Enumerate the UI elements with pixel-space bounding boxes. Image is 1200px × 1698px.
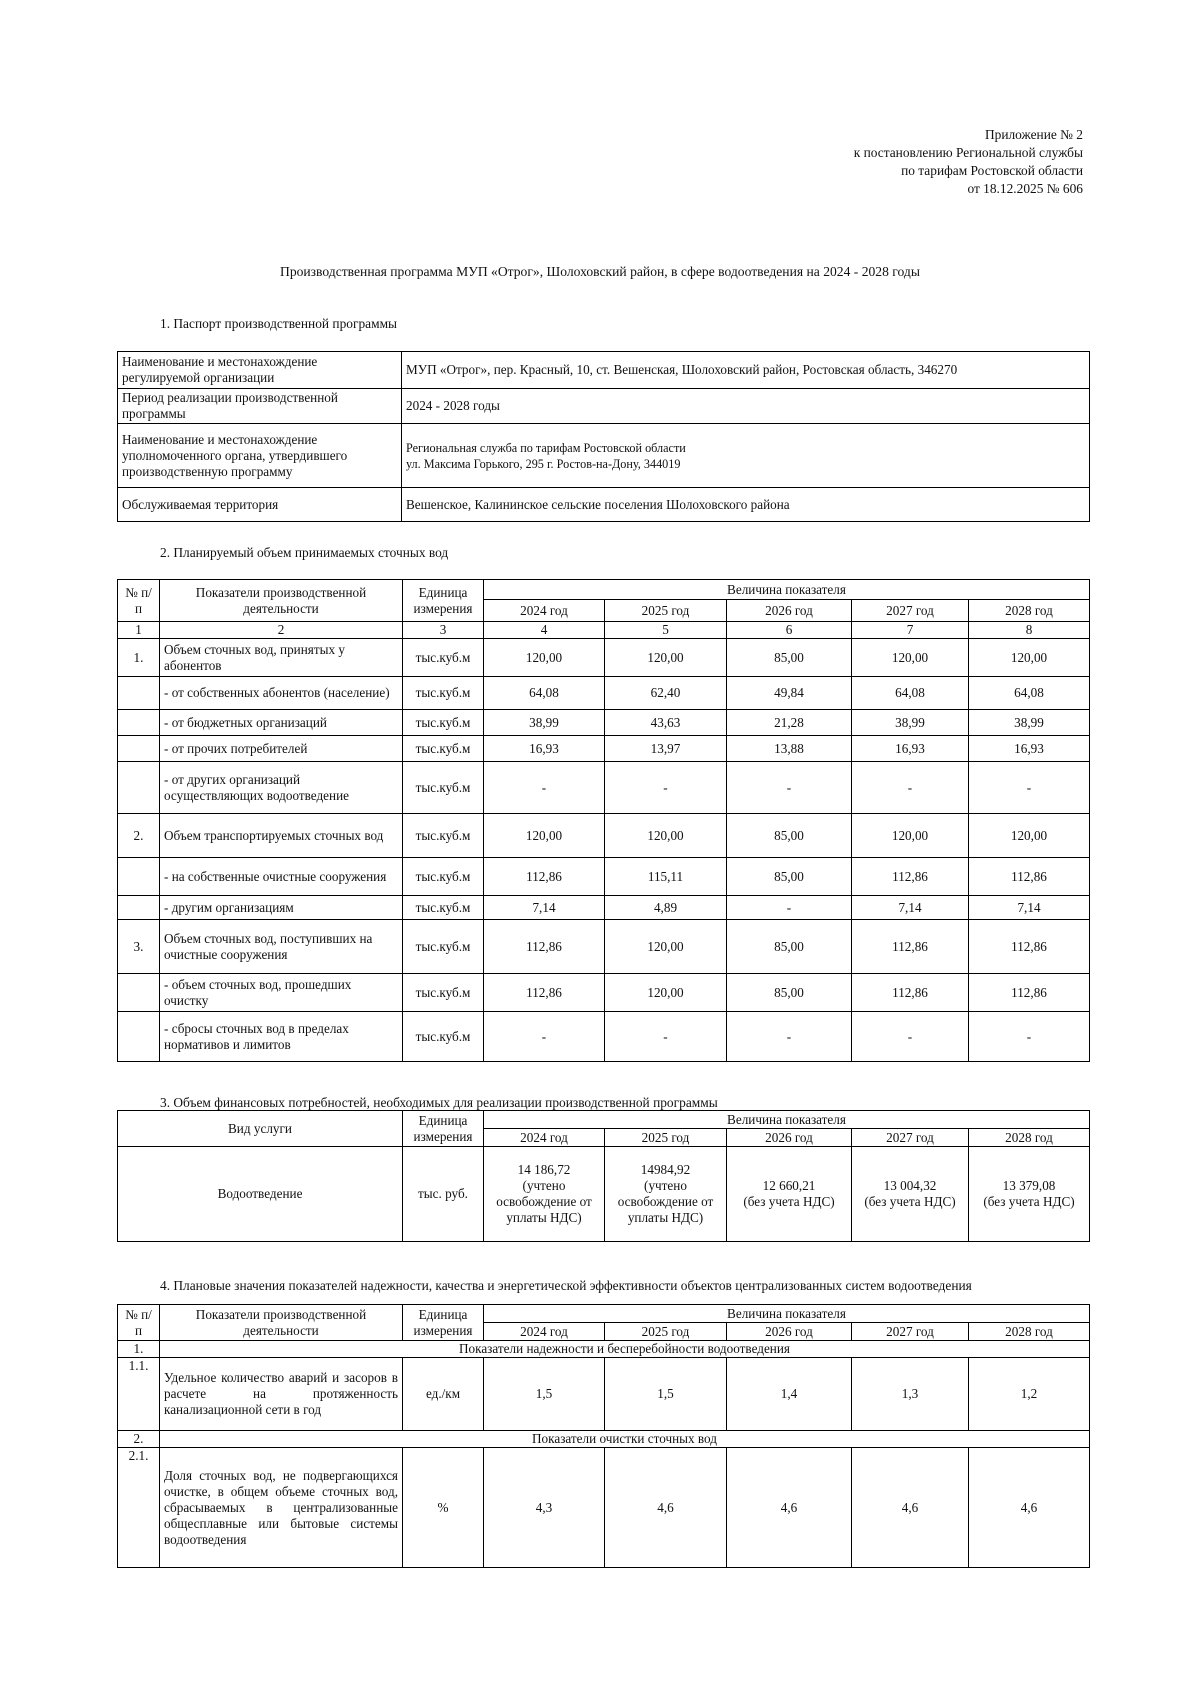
section4-heading: 4. Плановые значения показателей надежности, качества и энергетической эффективности объектов централизованных систем водоотведения bbox=[160, 1278, 972, 1293]
passport-value-line: Региональная служба по тарифам Ростовской области bbox=[406, 440, 686, 455]
header-year: 2024 год bbox=[484, 1323, 605, 1341]
row-value: 49,84 bbox=[727, 677, 852, 710]
row-value: 120,00 bbox=[969, 814, 1090, 858]
passport-value: 2024 - 2028 годы bbox=[402, 389, 1090, 424]
row-num: 1.1. bbox=[118, 1358, 160, 1431]
financial-value bbox=[484, 1147, 605, 1242]
row-value: 1,2 bbox=[969, 1358, 1090, 1431]
row-value: - bbox=[727, 1012, 852, 1062]
financial-amount: 13 379,08 bbox=[1002, 1178, 1056, 1193]
financial-value bbox=[852, 1147, 969, 1242]
row-indicator: Объем сточных вод, принятых у абонентов bbox=[160, 639, 403, 677]
row-num bbox=[118, 736, 160, 762]
appendix-line-1: Приложение № 2 bbox=[984, 127, 1083, 142]
row-unit: тыс.куб.м bbox=[403, 814, 484, 858]
row-unit: тыс.куб.м bbox=[403, 762, 484, 814]
row-value: - bbox=[969, 1012, 1090, 1062]
row-value: 64,08 bbox=[969, 677, 1090, 710]
row-value: 120,00 bbox=[852, 639, 969, 677]
row-value: 112,86 bbox=[484, 858, 605, 896]
table-row bbox=[118, 1012, 1090, 1062]
header-year: 2026 год bbox=[727, 1323, 852, 1341]
row-value: 4,6 bbox=[852, 1448, 969, 1568]
section2-heading: 2. Планируемый объем принимаемых сточных вод bbox=[160, 545, 449, 560]
header-num: № п/п bbox=[118, 580, 160, 622]
wastewater-volume-table bbox=[117, 579, 1090, 1062]
row-value: 16,93 bbox=[969, 736, 1090, 762]
row-value: 115,11 bbox=[605, 858, 727, 896]
column-number: 1 bbox=[118, 622, 160, 639]
appendix-line-4: от 18.12.2025 № 606 bbox=[967, 181, 1083, 196]
row-value: 85,00 bbox=[727, 814, 852, 858]
financial-note: (без учета НДС) bbox=[983, 1194, 1075, 1209]
row-value: 120,00 bbox=[484, 639, 605, 677]
column-number: 8 bbox=[969, 622, 1090, 639]
passport-row bbox=[118, 352, 1090, 389]
row-value: 4,6 bbox=[727, 1448, 852, 1568]
row-value: 64,08 bbox=[484, 677, 605, 710]
table-row bbox=[118, 1448, 1090, 1568]
header-year: 2025 год bbox=[605, 1323, 727, 1341]
passport-value: МУП «Отрог», пер. Красный, 10, ст. Вешенская, Шолоховский район, Ростовская область, 346270 bbox=[402, 352, 1090, 389]
row-num: 2.1. bbox=[118, 1448, 160, 1568]
row-unit: тыс.куб.м bbox=[403, 920, 484, 974]
financial-note: (без учета НДС) bbox=[864, 1194, 956, 1209]
row-value: 120,00 bbox=[969, 639, 1090, 677]
passport-label: Наименование и местонахождение уполномоченного органа, утвердившего производственную программу bbox=[118, 424, 402, 488]
passport-value: Вешенское, Калининское сельские поселения Шолоховского района bbox=[402, 488, 1090, 522]
row-num bbox=[118, 974, 160, 1012]
row-value: 7,14 bbox=[969, 896, 1090, 920]
row-unit: тыс.куб.м bbox=[403, 858, 484, 896]
header-year: 2027 год bbox=[852, 1129, 969, 1147]
passport-value-line: ул. Максима Горького, 295 г. Ростов-на-Дону, 344019 bbox=[406, 456, 681, 471]
row-value: - bbox=[727, 896, 852, 920]
passport-label: Период реализации производственной программы bbox=[118, 389, 402, 424]
row-unit: тыс.куб.м bbox=[403, 974, 484, 1012]
financial-note: (учтено bbox=[644, 1178, 687, 1193]
row-value: 1,3 bbox=[852, 1358, 969, 1431]
appendix-line-3: по тарифам Ростовской области bbox=[901, 163, 1083, 178]
header-num: № п/п bbox=[118, 1305, 160, 1341]
row-indicator: - от собственных абонентов (население) bbox=[160, 677, 403, 710]
table-header-row bbox=[118, 1305, 1090, 1323]
table-header-row bbox=[118, 580, 1090, 600]
row-indicator: - от бюджетных организаций bbox=[160, 710, 403, 736]
financial-note: уплаты НДС) bbox=[506, 1210, 582, 1225]
group-title: Показатели очистки сточных вод bbox=[160, 1431, 1090, 1448]
row-indicator: - другим организациям bbox=[160, 896, 403, 920]
financial-amount: 14984,92 bbox=[640, 1162, 691, 1177]
row-value: 120,00 bbox=[852, 814, 969, 858]
row-value: 7,14 bbox=[484, 896, 605, 920]
row-value: 112,86 bbox=[969, 920, 1090, 974]
row-value: 85,00 bbox=[727, 858, 852, 896]
header-unit: Единица измерения bbox=[403, 580, 484, 622]
row-num bbox=[118, 762, 160, 814]
appendix-block bbox=[854, 126, 1083, 198]
row-indicator: Объем сточных вод, поступивших на очистные сооружения bbox=[160, 920, 403, 974]
passport-table bbox=[117, 351, 1090, 522]
row-value: 120,00 bbox=[605, 639, 727, 677]
financial-value bbox=[727, 1147, 852, 1242]
header-year: 2025 год bbox=[605, 1129, 727, 1147]
row-indicator: - на собственные очистные сооружения bbox=[160, 858, 403, 896]
financial-note: освобождение от bbox=[617, 1194, 714, 1209]
row-value: 4,6 bbox=[605, 1448, 727, 1568]
row-value: 112,86 bbox=[852, 974, 969, 1012]
wastewater-volume-body bbox=[118, 639, 1090, 1062]
group-num: 2. bbox=[118, 1431, 160, 1448]
group-num: 1. bbox=[118, 1341, 160, 1358]
passport-row bbox=[118, 424, 1090, 488]
table-row bbox=[118, 710, 1090, 736]
row-value: - bbox=[727, 762, 852, 814]
financial-amount: 14 186,72 bbox=[517, 1162, 571, 1177]
header-year: 2024 год bbox=[484, 600, 605, 622]
financial-note: уплаты НДС) bbox=[627, 1210, 704, 1225]
row-value: 16,93 bbox=[852, 736, 969, 762]
table-row bbox=[118, 1147, 1090, 1242]
header-indicator: Показатели производственной деятельности bbox=[160, 1305, 403, 1341]
service-name: Водоотведение bbox=[118, 1147, 403, 1242]
header-year: 2028 год bbox=[969, 600, 1090, 622]
row-num: 1. bbox=[118, 639, 160, 677]
row-value: 38,99 bbox=[969, 710, 1090, 736]
row-unit: % bbox=[403, 1448, 484, 1568]
column-number: 4 bbox=[484, 622, 605, 639]
row-value: 7,14 bbox=[852, 896, 969, 920]
row-value: 38,99 bbox=[852, 710, 969, 736]
row-value: 4,6 bbox=[969, 1448, 1090, 1568]
row-value: 4,3 bbox=[484, 1448, 605, 1568]
row-value: - bbox=[605, 1012, 727, 1062]
section3-heading: 3. Объем финансовых потребностей, необходимых для реализации производственной программы bbox=[160, 1095, 718, 1110]
row-value: 120,00 bbox=[605, 974, 727, 1012]
table-row bbox=[118, 1358, 1090, 1431]
column-number: 5 bbox=[605, 622, 727, 639]
row-unit: тыс.куб.м bbox=[403, 896, 484, 920]
row-value: 112,86 bbox=[969, 858, 1090, 896]
row-unit: тыс.куб.м bbox=[403, 736, 484, 762]
table-row bbox=[118, 762, 1090, 814]
row-indicator: Объем транспортируемых сточных вод bbox=[160, 814, 403, 858]
row-value: 43,63 bbox=[605, 710, 727, 736]
row-value: 64,08 bbox=[852, 677, 969, 710]
header-year: 2026 год bbox=[727, 1129, 852, 1147]
reliability-indicators-table bbox=[117, 1304, 1090, 1568]
row-value: - bbox=[969, 762, 1090, 814]
header-year: 2027 год bbox=[852, 1323, 969, 1341]
header-year: 2026 год bbox=[727, 600, 852, 622]
header-year: 2028 год bbox=[969, 1129, 1090, 1147]
header-year: 2025 год bbox=[605, 600, 727, 622]
header-service: Вид услуги bbox=[118, 1111, 403, 1147]
row-indicator: - от других организаций осуществляющих водоотведение bbox=[160, 762, 403, 814]
table-row bbox=[118, 736, 1090, 762]
column-number: 7 bbox=[852, 622, 969, 639]
table-header-row bbox=[118, 1111, 1090, 1129]
header-year: 2028 год bbox=[969, 1323, 1090, 1341]
row-unit: тыс.куб.м bbox=[403, 677, 484, 710]
financial-value bbox=[969, 1147, 1090, 1242]
row-value: 1,5 bbox=[605, 1358, 727, 1431]
row-value: 85,00 bbox=[727, 974, 852, 1012]
row-value: 38,99 bbox=[484, 710, 605, 736]
row-indicator: - сбросы сточных вод в пределах нормативов и лимитов bbox=[160, 1012, 403, 1062]
row-value: 120,00 bbox=[605, 920, 727, 974]
header-unit: Единица измерения bbox=[403, 1111, 484, 1147]
group-row bbox=[118, 1341, 1090, 1358]
header-unit: Единица измерения bbox=[403, 1305, 484, 1341]
row-value: - bbox=[484, 1012, 605, 1062]
table-row bbox=[118, 896, 1090, 920]
row-num: 3. bbox=[118, 920, 160, 974]
column-number-row bbox=[118, 622, 1090, 639]
row-value: 85,00 bbox=[727, 639, 852, 677]
header-year: 2027 год bbox=[852, 600, 969, 622]
header-indicator: Показатели производственной деятельности bbox=[160, 580, 403, 622]
row-value: 85,00 bbox=[727, 920, 852, 974]
table-row bbox=[118, 677, 1090, 710]
financial-note: (учтено bbox=[522, 1178, 566, 1193]
financial-value bbox=[605, 1147, 727, 1242]
passport-row bbox=[118, 389, 1090, 424]
row-num bbox=[118, 710, 160, 736]
row-num bbox=[118, 896, 160, 920]
row-num bbox=[118, 1012, 160, 1062]
service-unit: тыс. руб. bbox=[403, 1147, 484, 1242]
financial-note: (без учета НДС) bbox=[743, 1194, 835, 1209]
row-num bbox=[118, 677, 160, 710]
row-indicator: Доля сточных вод, не подвергающихся очистке, в общем объеме сточных вод, сбрасываемых в централизованные общесплавные или бытовые системы водоотведения bbox=[160, 1448, 403, 1568]
row-value: 112,86 bbox=[969, 974, 1090, 1012]
group-title: Показатели надежности и бесперебойности водоотведения bbox=[160, 1341, 1090, 1358]
row-value: 4,89 bbox=[605, 896, 727, 920]
row-num bbox=[118, 858, 160, 896]
row-value: 13,97 bbox=[605, 736, 727, 762]
row-unit: тыс.куб.м bbox=[403, 1012, 484, 1062]
financial-amount: 13 004,32 bbox=[883, 1178, 937, 1193]
section1-heading: 1. Паспорт производственной программы bbox=[160, 316, 398, 331]
row-value: 16,93 bbox=[484, 736, 605, 762]
row-value: 112,86 bbox=[484, 974, 605, 1012]
header-value: Величина показателя bbox=[484, 580, 1090, 600]
row-value: - bbox=[605, 762, 727, 814]
row-value: - bbox=[852, 1012, 969, 1062]
row-value: - bbox=[484, 762, 605, 814]
row-value: 112,86 bbox=[852, 920, 969, 974]
appendix-line-2: к постановлению Региональной службы bbox=[853, 145, 1083, 160]
row-value: 112,86 bbox=[852, 858, 969, 896]
row-indicator: - от прочих потребителей bbox=[160, 736, 403, 762]
column-number: 3 bbox=[403, 622, 484, 639]
financial-amount: 12 660,21 bbox=[762, 1178, 816, 1193]
financial-needs-table bbox=[117, 1110, 1090, 1242]
passport-label: Наименование и местонахождение регулируемой организации bbox=[118, 352, 402, 389]
financial-note: освобождение от bbox=[496, 1194, 592, 1209]
row-value: 120,00 bbox=[605, 814, 727, 858]
row-num: 2. bbox=[118, 814, 160, 858]
row-value: 1,5 bbox=[484, 1358, 605, 1431]
row-unit: ед./км bbox=[403, 1358, 484, 1431]
passport-row bbox=[118, 488, 1090, 522]
header-year: 2024 год bbox=[484, 1129, 605, 1147]
table-row bbox=[118, 814, 1090, 858]
document-title: Производственная программа МУП «Отрог», Шолоховский район, в сфере водоотведения на 2024 - 2028 годы bbox=[280, 264, 920, 279]
passport-value bbox=[402, 424, 1090, 488]
row-value: 1,4 bbox=[727, 1358, 852, 1431]
column-number: 2 bbox=[160, 622, 403, 639]
row-value: 21,28 bbox=[727, 710, 852, 736]
row-value: 120,00 bbox=[484, 814, 605, 858]
row-unit: тыс.куб.м bbox=[403, 639, 484, 677]
table-row bbox=[118, 974, 1090, 1012]
row-value: 112,86 bbox=[484, 920, 605, 974]
row-value: 62,40 bbox=[605, 677, 727, 710]
header-value: Величина показателя bbox=[484, 1111, 1090, 1129]
row-value: 13,88 bbox=[727, 736, 852, 762]
group-row bbox=[118, 1431, 1090, 1448]
row-value: - bbox=[852, 762, 969, 814]
table-row bbox=[118, 858, 1090, 896]
column-number: 6 bbox=[727, 622, 852, 639]
row-indicator: Удельное количество аварий и засоров в расчете на протяженность канализационной сети в год bbox=[160, 1358, 403, 1431]
table-row bbox=[118, 639, 1090, 677]
table-row bbox=[118, 920, 1090, 974]
row-indicator: - объем сточных вод, прошедших очистку bbox=[160, 974, 403, 1012]
header-value: Величина показателя bbox=[484, 1305, 1090, 1323]
passport-label: Обслуживаемая территория bbox=[118, 488, 402, 522]
row-unit: тыс.куб.м bbox=[403, 710, 484, 736]
